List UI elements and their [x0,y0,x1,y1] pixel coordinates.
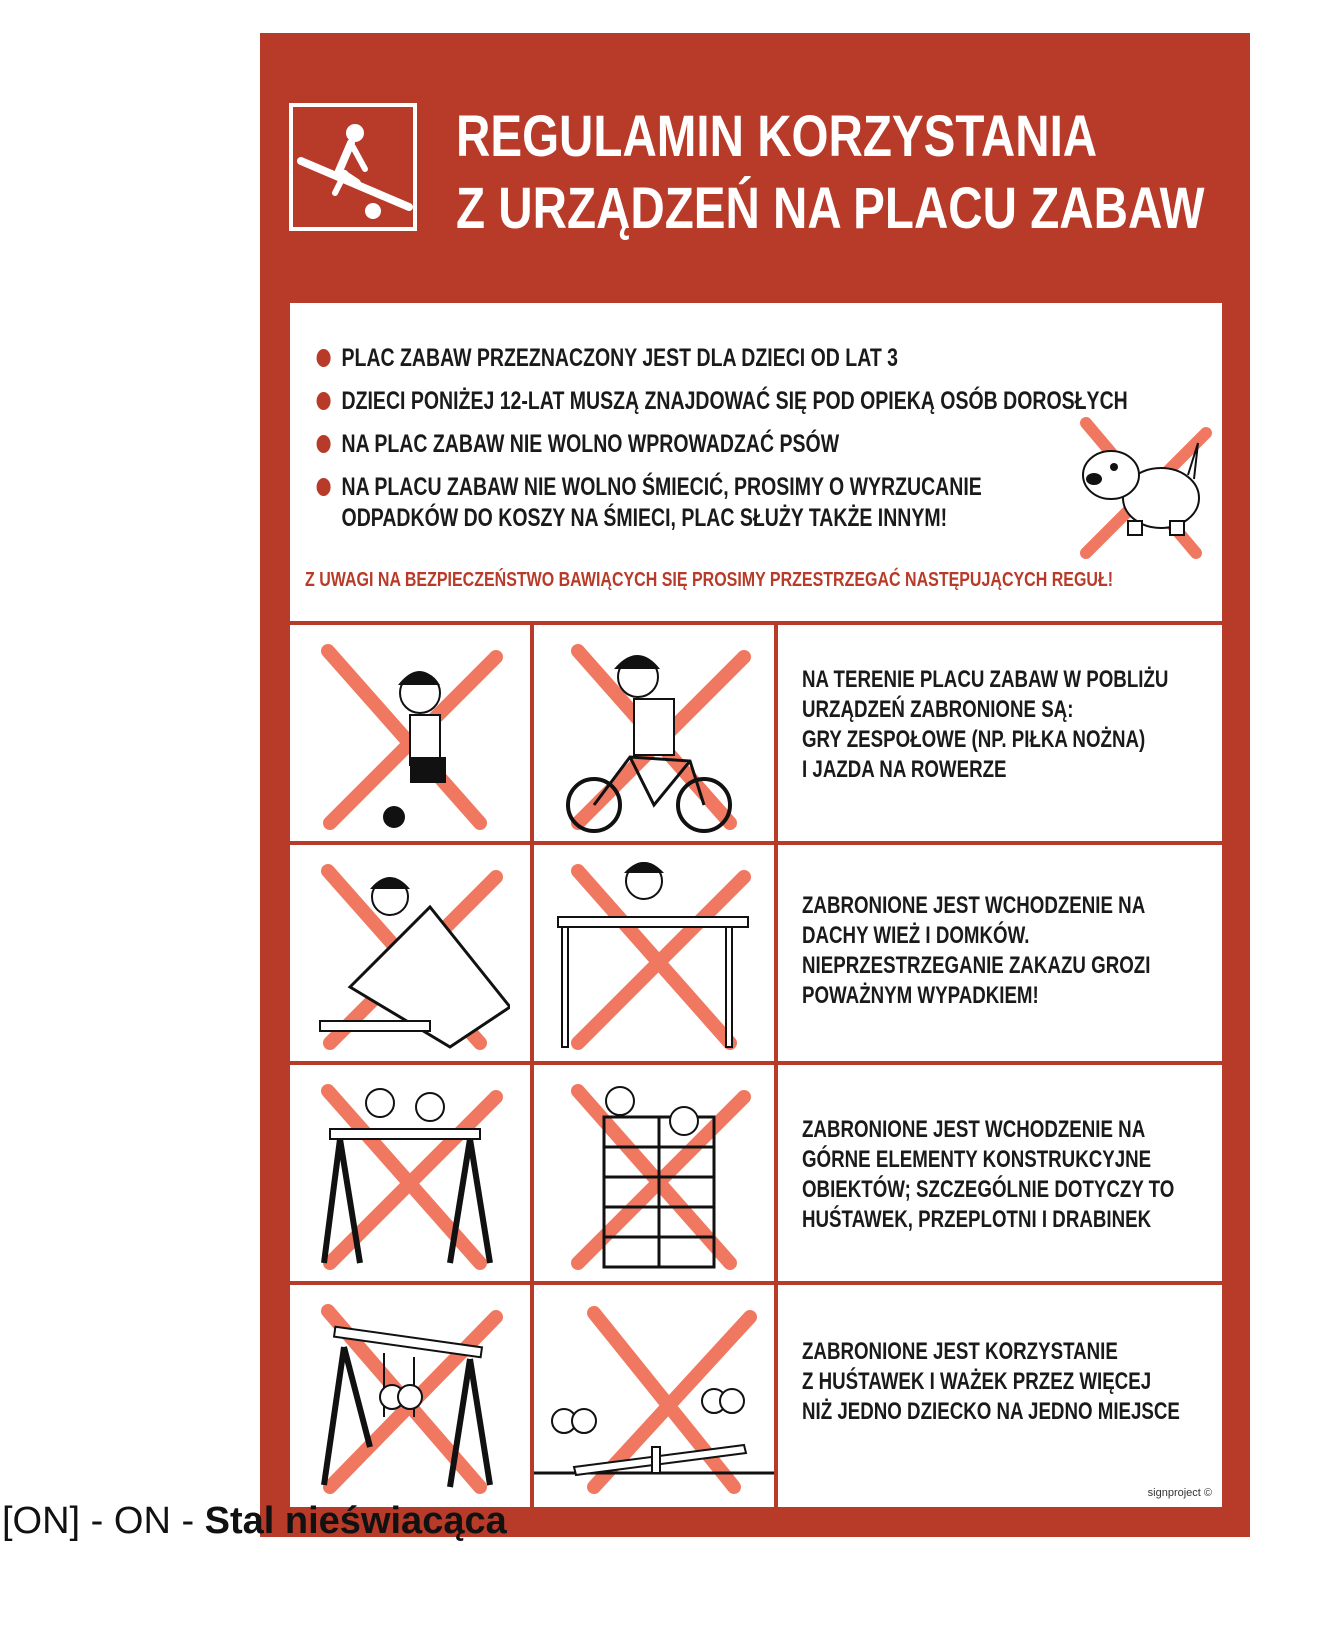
playground-rules-sign [260,33,1250,1537]
rule-text-roof-climbing: ZABRONIONE JEST WCHODZENIE NA DACHY WIEŻ I DOMKÓW. NIEPRZESTRZEGANIE ZAKAZU GROZI POWAŻNYM WYPADKIEM! [802,892,1151,1009]
publisher-credit: signproject © [1147,1487,1212,1499]
bullet-icon [317,349,331,367]
no-double-swing-icon [310,1297,510,1497]
no-cycling-icon [554,637,754,833]
safety-notice: Z UWAGI NA BEZPIECZEŃSTWO BAWIĄCYCH SIĘ PROSIMY PRZESTRZEGAĆ NASTĘPUJĄCYCH REGUŁ! [305,569,1114,591]
no-dogs-icon [1066,413,1216,563]
grid-divider [774,621,778,1507]
bullet-icon [317,392,331,410]
grid-divider [290,1281,1222,1285]
rule-text-structure-climbing: ZABRONIONE JEST WCHODZENIE NA GÓRNE ELEMENTY KONSTRUKCYJNE OBIEKTÓW; SZCZEGÓLNIE DOTYCZY TO HUŚTAWEK, PRZEPLOTNI I DRABINEK [802,1116,1175,1233]
no-climbing-ladder-icon [554,1077,754,1273]
rule-item: DZIECI PONIŻEJ 12-LAT MUSZĄ ZNAJDOWAĆ SIĘ POD OPIEKĄ OSÓB DOROSŁYCH [315,386,1128,417]
rule-text-one-child-per-seat: ZABRONIONE JEST KORZYSTANIE Z HUŚTAWEK I WAŻEK PRZEZ WIĘCEJ NIŻ JEDNO DZIECKO NA JEDNO MIEJSCE [802,1338,1180,1425]
rule-item: PLAC ZABAW PRZEZNACZONY JEST DLA DZIECI OD LAT 3 [315,343,1128,374]
bullet-icon [317,435,331,453]
rule-text-team-games-cycling: NA TERENIE PLACU ZABAW W POBLIŻU URZĄDZEŃ ZABRONIONE SĄ: GRY ZESPOŁOWE (NP. PIŁKA NOŻNA) I JAZDA NA ROWERZE [802,666,1169,783]
no-climbing-monkey-bars-icon [554,857,754,1053]
bullet-icon [317,478,331,496]
seesaw-child-icon [293,107,413,227]
grid-divider [290,1061,1222,1065]
playground-logo [289,103,417,231]
grid-divider [290,621,1222,625]
rules-panel [290,303,1222,1507]
no-football-icon [310,637,510,833]
grid-divider [290,841,1222,845]
title-line-1: REGULAMIN KORZYSTANIA [456,104,1098,169]
product-caption [2,1500,507,1543]
no-climbing-swing-frame-icon [310,1077,510,1273]
title-line-2: Z URZĄDZEŃ NA PLACU ZABAW [456,176,1205,241]
caption-prefix: [ON] - ON - [2,1500,205,1542]
rule-item: NA PLACU ZABAW NIE WOLNO ŚMIECIĆ, PROSIMY O WYRZUCANIE ODPADKÓW DO KOSZY NA ŚMIECI, PLAC SŁUŻY TAKŻE INNYM! [315,472,1128,534]
no-climbing-roof-icon [310,857,510,1053]
prohibition-grid [290,621,1222,1507]
rule-item: NA PLAC ZABAW NIE WOLNO WPROWADZAĆ PSÓW [315,429,1128,460]
caption-material: Stal nieświacąca [204,1500,507,1542]
sign-title [456,101,1205,245]
no-double-seesaw-icon [534,1297,774,1497]
